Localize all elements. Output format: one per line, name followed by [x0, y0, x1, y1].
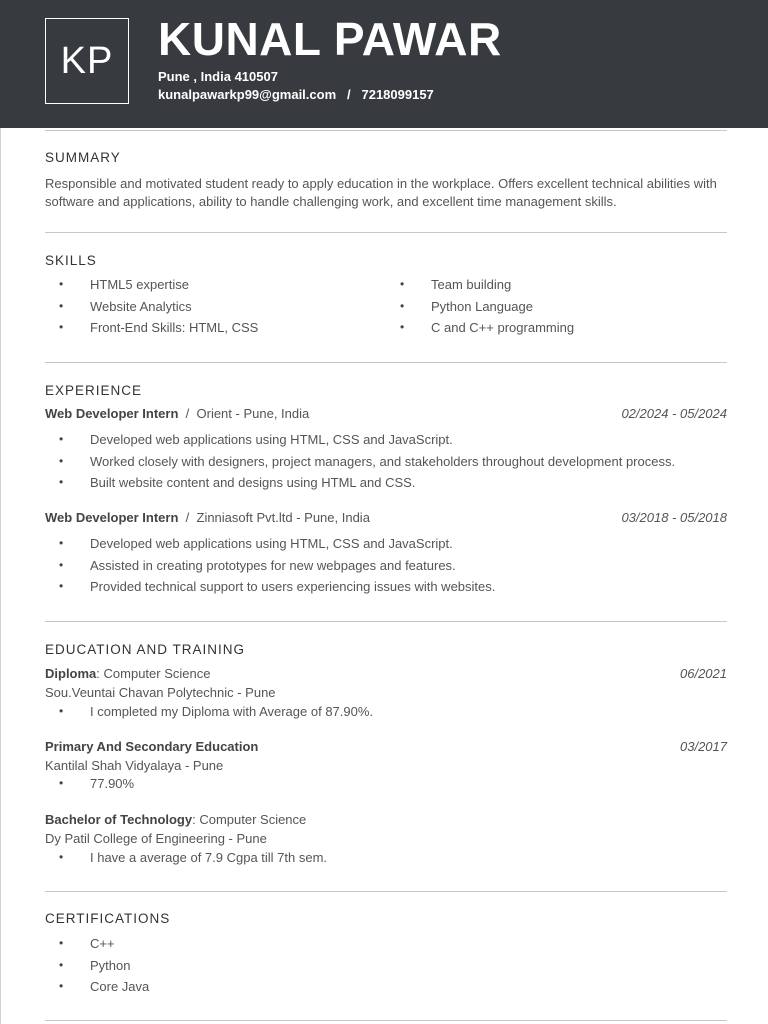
job-company: Zinniasoft Pvt.ltd - Pune, India — [196, 510, 370, 525]
job-bullet: • Built website content and designs using HTML and CSS. — [45, 472, 675, 494]
divider — [45, 130, 727, 131]
education-entry — [45, 737, 727, 775]
job-header — [45, 406, 727, 421]
certification-item: • Core Java — [45, 976, 149, 998]
education-entry — [45, 810, 727, 848]
education-bullet: • I have a average of 7.9 Cgpa till 7th sem. — [45, 847, 327, 869]
certification-item: • C++ — [45, 933, 149, 955]
school-name: Kantilal Shah Vidyalaya - Pune — [45, 758, 224, 773]
job-bullets — [45, 533, 495, 598]
education-bullets — [45, 847, 327, 869]
degree-field: : Computer Science — [192, 812, 307, 827]
school-name: Dy Patil College of Engineering - Pune — [45, 831, 267, 846]
job-dates: 02/2024 - 05/2024 — [621, 406, 727, 421]
skill-item: • Front-End Skills: HTML, CSS — [45, 317, 258, 339]
job-title: Web Developer Intern — [45, 510, 179, 525]
contact-separator: / — [347, 87, 351, 102]
resume-header — [0, 0, 768, 128]
divider — [45, 621, 727, 622]
school-name: Sou.Veuntai Chavan Polytechnic - Pune — [45, 685, 276, 700]
divider — [45, 1020, 727, 1021]
page-left-border — [0, 128, 1, 1024]
candidate-name: KUNAL PAWAR — [158, 13, 502, 65]
summary-text: Responsible and motivated student ready to apply education in the workplace. Offers excellent technical abilities with software and applications, ability to handle challenging work, and excellent time management skills. — [45, 176, 717, 209]
job-bullet: • Provided technical support to users experiencing issues with websites. — [45, 576, 495, 598]
job-bullet: • Developed web applications using HTML, CSS and JavaScript. — [45, 533, 495, 555]
degree-name: Bachelor of Technology — [45, 812, 193, 827]
contact-line — [158, 87, 434, 102]
certifications-list — [45, 933, 149, 998]
degree-name: Primary And Secondary Education — [45, 739, 259, 754]
education-date: 06/2021 — [680, 666, 727, 681]
job-dates: 03/2018 - 05/2018 — [621, 510, 727, 525]
email-link[interactable]: kunalpawarkp99@gmail.com — [158, 87, 337, 102]
education-bullets — [45, 701, 373, 723]
degree-field: : Computer Science — [96, 666, 211, 681]
job-bullet: • Assisted in creating prototypes for new webpages and features. — [45, 555, 495, 577]
degree-name: Diploma — [45, 666, 97, 681]
skill-item: • C and C++ programming — [386, 317, 574, 339]
skill-item: • Website Analytics — [45, 296, 258, 318]
certifications-heading: CERTIFICATIONS — [45, 911, 171, 926]
divider — [45, 891, 727, 892]
education-bullet: • 77.90% — [45, 773, 134, 795]
phone-link[interactable]: 7218099157 — [361, 87, 434, 102]
job-separator: / — [185, 510, 190, 525]
job-separator: / — [185, 406, 190, 421]
divider — [45, 362, 727, 363]
location-text: Pune , India 410507 — [158, 69, 278, 84]
job-title: Web Developer Intern — [45, 406, 179, 421]
education-date: 03/2017 — [680, 739, 727, 754]
job-header — [45, 510, 727, 525]
summary-heading: SUMMARY — [45, 150, 121, 165]
education-heading: EDUCATION AND TRAINING — [45, 642, 246, 657]
skills-heading: SKILLS — [45, 253, 97, 268]
skills-list-left — [45, 274, 258, 339]
skill-item: • Python Language — [386, 296, 574, 318]
monogram-badge: KP — [45, 18, 129, 104]
skills-list-right — [386, 274, 574, 339]
education-bullets — [45, 773, 134, 795]
experience-heading: EXPERIENCE — [45, 383, 143, 398]
skill-item: • HTML5 expertise — [45, 274, 258, 296]
job-bullet: • Worked closely with designers, project managers, and stakeholders throughout development process. — [45, 451, 675, 473]
divider — [45, 232, 727, 233]
certification-item: • Python — [45, 955, 149, 977]
job-company: Orient - Pune, India — [196, 406, 310, 421]
job-bullet: • Developed web applications using HTML, CSS and JavaScript. — [45, 429, 675, 451]
job-bullets — [45, 429, 675, 494]
education-entry — [45, 664, 727, 702]
education-bullet: • I completed my Diploma with Average of 87.90%. — [45, 701, 373, 723]
skill-item: • Team building — [386, 274, 574, 296]
